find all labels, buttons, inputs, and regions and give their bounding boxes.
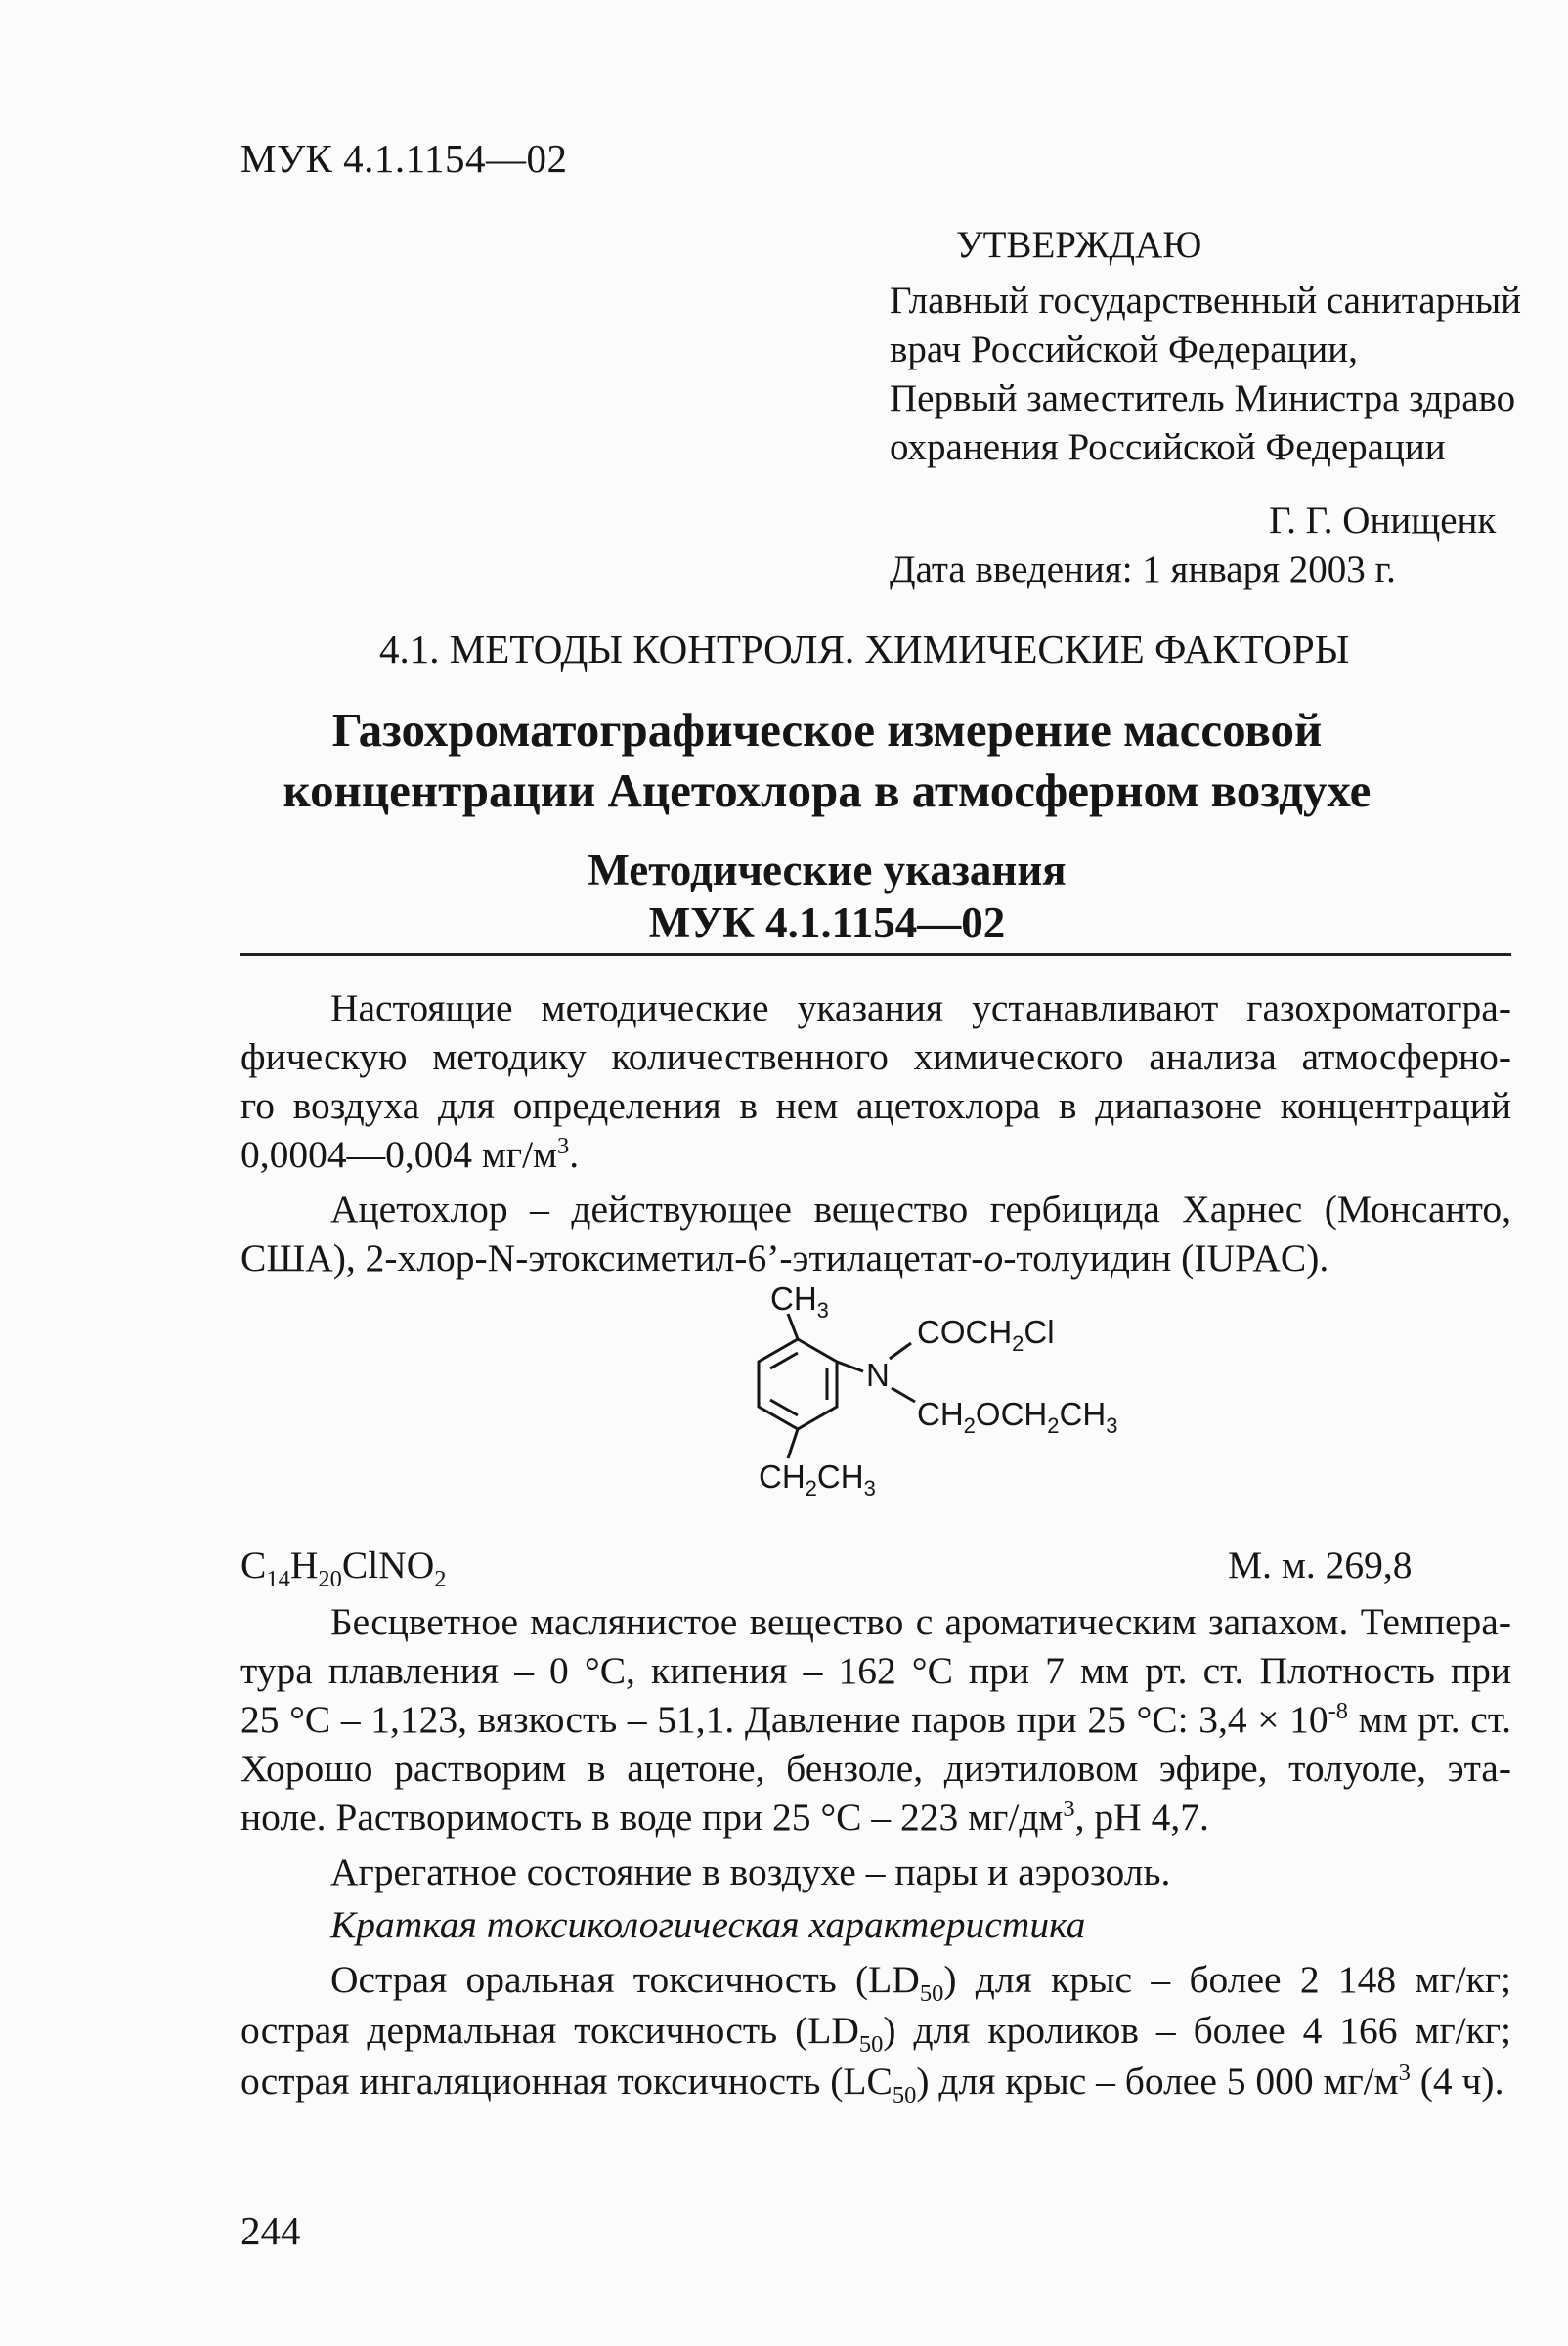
paragraph-line: Настоящие методические указания устанавливают газохроматогра- [330, 986, 1511, 1029]
document-title: Газохроматографическое измерение массовой [331, 703, 1323, 757]
methyl-group: $CH_3$ [770, 1281, 829, 1323]
paragraph-line: го воздуха для определения в нем ацетохлора в диапазоне концентраций [240, 1084, 1511, 1127]
chloroacetyl-group: $COCH_2Cl$ [917, 1314, 1055, 1356]
page-number: 244 [240, 2208, 301, 2253]
approval-signer: Г. Г. Онищенк [1269, 500, 1497, 542]
paragraph-line: фическую методику количественного химического анализа атмосферно- [240, 1035, 1511, 1078]
benzene-ring [759, 1339, 837, 1429]
acyl-bond [890, 1343, 911, 1359]
introduction-date: Дата введения: 1 января 2003 г. [890, 548, 1396, 590]
molar-mass: М. м. 269,8 [1228, 1543, 1413, 1586]
ethyl-bond [788, 1429, 798, 1458]
section-heading: 4.1. МЕТОДЫ КОНТРОЛЯ. ХИМИЧЕСКИЕ ФАКТОРЫ [379, 627, 1350, 672]
paragraph-line: тура плавления – 0 °С, кипения – 162 °С при 7 мм рт. ст. Плотность при [240, 1649, 1511, 1692]
document-code: МУК 4.1.1154—02 [240, 136, 568, 181]
toxicity-line: острая дермальная токсичность $(LD_{50})$ для кроликов – более 4 166 мг/кг; [240, 2009, 1511, 2058]
document-subtitle-code: МУК 4.1.1154—02 [648, 898, 1006, 947]
paragraph-line: Хорошо растворим в ацетоне, бензоле, диэтиловом эфире, толуоле, эта- [240, 1747, 1511, 1790]
toxicity-line: Острая оральная токсичность $(LD_{50})$ для крыс – более 2 148 мг/кг; [330, 1958, 1511, 2007]
paragraph-line: США), 2-хлор-N-этоксиметил-6’-этилацетат-о-толуидин (IUPAC). [240, 1237, 1329, 1280]
paragraph-line: 0,0004—0,004 $мг/м^3$. [240, 1132, 580, 1176]
approval-line: Главный государственный санитарный [890, 280, 1522, 322]
ethyl-group: $CH_2CH_3$ [759, 1458, 876, 1500]
molecular-formula: $C_{14}H_{20}ClNO_2$ [240, 1543, 447, 1592]
paragraph-line: ноле. Растворимость в воде при 25 °С – 223 $мг/дм^3$, pH 4,7. [240, 1795, 1209, 1839]
approval-line: охранения Российской Федерации [890, 426, 1446, 468]
approval-heading: УТВЕРЖДАЮ [956, 224, 1202, 266]
approval-line: врач Российской Федерации, [890, 328, 1358, 370]
structural-formula [645, 1281, 1193, 1505]
n-bond [837, 1362, 863, 1371]
methyl-bond [788, 1314, 798, 1339]
ethoxymethyl-group: $CH_2OCH_2CH_3$ [917, 1396, 1118, 1438]
toxicology-heading: Краткая токсикологическая характеристика [330, 1903, 1086, 1946]
approval-line: Первый заместитель Министра здраво [890, 377, 1516, 419]
toxicity-line: острая ингаляционная токсичность $(LC_{50})$ для крыс – более 5 000 $мг/м^3$ (4 ч). [240, 2059, 1504, 2108]
document-title: концентрации Ацетохлора в атмосферном воздухе [283, 763, 1372, 817]
paragraph-line: Бесцветное маслянистое вещество с ароматическим запахом. Темпера- [330, 1600, 1511, 1643]
paragraph-line: Ацетохлор – действующее вещество гербицида Харнес (Монсанто, [330, 1188, 1511, 1231]
title-divider [240, 953, 1511, 956]
aggregate-state: Агрегатное состояние в воздухе – пары и аэрозоль. [330, 1850, 1171, 1893]
ether-bond [892, 1388, 915, 1402]
nitrogen-atom: N [866, 1357, 890, 1393]
document-subtitle: Методические указания [588, 846, 1067, 894]
paragraph-line: 25 °С – 1,123, вязкость – 51,1. Давление паров при 25 °С: $3,4 \times 10^{-8}$ мм рт. ст. [240, 1697, 1512, 1741]
